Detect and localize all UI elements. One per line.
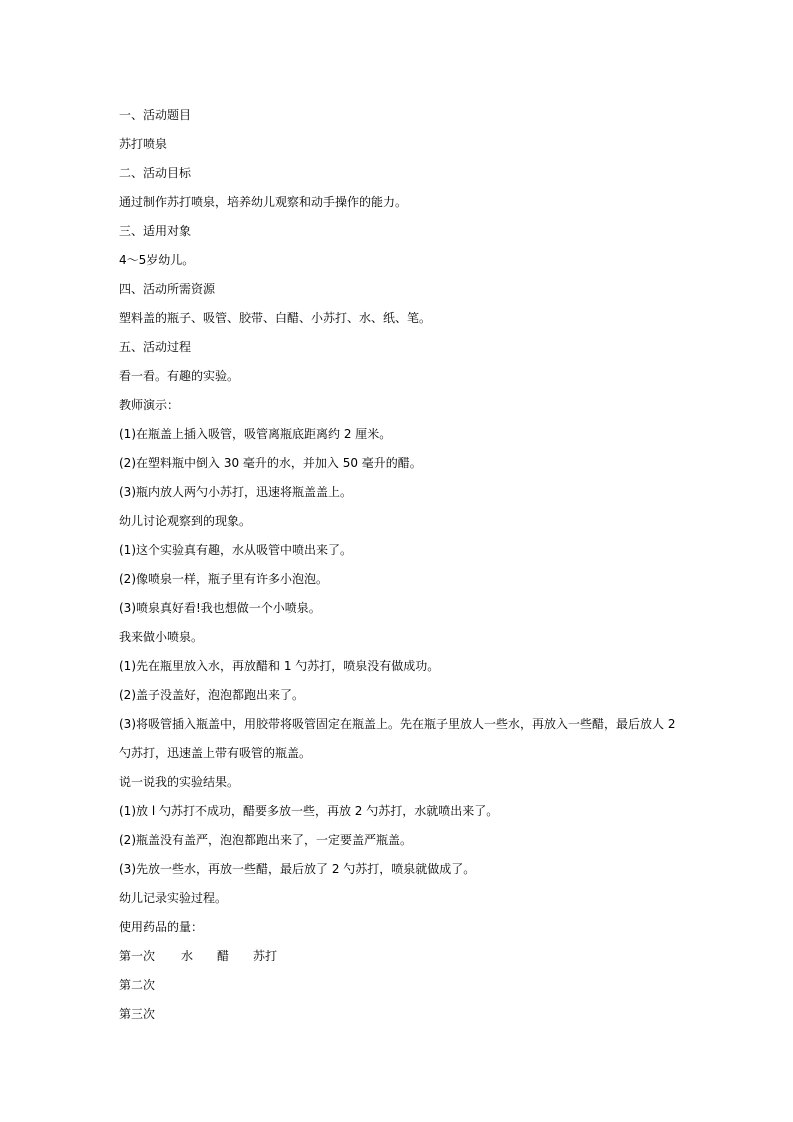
paragraph: (2)盖子没盖好，泡泡都跑出来了。 xyxy=(119,688,304,702)
record-header-cell: 苏打 xyxy=(253,949,278,963)
paragraph: (2)瓶盖没有盖严，泡泡都跑出来了，一定要盖严瓶盖。 xyxy=(119,833,413,847)
document-page xyxy=(119,101,679,1029)
paragraph: 使用药品的量： xyxy=(119,920,204,934)
section-heading-target-audience: 三、适用对象 xyxy=(119,224,192,238)
paragraph: (1)先在瓶里放入水，再放醋和 1 勺苏打，喷泉没有做成功。 xyxy=(119,659,440,673)
record-row-label: 第三次 xyxy=(119,1007,156,1021)
paragraph: 幼儿讨论观察到的现象。 xyxy=(119,514,252,528)
record-header-cell: 第一次 xyxy=(119,949,156,963)
record-row-label: 第二次 xyxy=(119,978,156,992)
target-audience-text: 4～5岁幼儿。 xyxy=(119,253,195,267)
paragraph: 看一看。有趣的实验。 xyxy=(119,369,240,383)
record-table-header xyxy=(119,942,679,971)
paragraph: 勺苏打，迅速盖上带有吸管的瓶盖。 xyxy=(119,746,312,760)
paragraph: (2)像喷泉一样，瓶子里有许多小泡泡。 xyxy=(119,572,328,586)
section-heading-activity-title: 一、活动题目 xyxy=(119,108,192,122)
paragraph: 我来做小喷泉。 xyxy=(119,630,204,644)
activity-title: 苏打喷泉 xyxy=(119,137,168,151)
section-heading-activity-goal: 二、活动目标 xyxy=(119,166,192,180)
activity-goal-text: 通过制作苏打喷泉，培养幼儿观察和动手操作的能力。 xyxy=(119,195,408,209)
record-header-cell: 水 xyxy=(181,949,194,963)
record-header-cell: 醋 xyxy=(217,949,230,963)
resources-text: 塑料盖的瓶子、吸管、胶带、白醋、小苏打、水、纸、笔。 xyxy=(119,311,432,325)
paragraph: (3)先放一些水，再放一些醋，最后放了 2 勺苏打，喷泉就做成了。 xyxy=(119,862,476,876)
paragraph: (2)在塑料瓶中倒入 30 毫升的水，并加入 50 毫升的醋。 xyxy=(119,456,422,470)
paragraph: 教师演示： xyxy=(119,398,180,412)
paragraph: (1)放 l 勺苏打不成功，醋要多放一些，再放 2 勺苏打，水就喷出来了。 xyxy=(119,804,499,818)
section-heading-resources: 四、活动所需资源 xyxy=(119,282,216,296)
paragraph: 幼儿记录实验过程。 xyxy=(119,891,228,905)
paragraph: (3)将吸管插入瓶盖中，用胶带将吸管固定在瓶盖上。先在瓶子里放人一些水，再放入一些醋，最后放人 2 xyxy=(119,717,676,731)
paragraph: 说一说我的实验结果。 xyxy=(119,775,240,789)
section-heading-activity-process: 五、活动过程 xyxy=(119,340,192,354)
paragraph: (3)喷泉真好看!我也想做一个小喷泉。 xyxy=(119,601,321,615)
paragraph: (1)在瓶盖上插入吸管，吸管离瓶底距离约 2 厘米。 xyxy=(119,427,392,441)
paragraph: (1)这个实验真有趣，水从吸管中喷出来了。 xyxy=(119,543,352,557)
paragraph: (3)瓶内放人两勺小苏打，迅速将瓶盖盖上。 xyxy=(119,485,352,499)
